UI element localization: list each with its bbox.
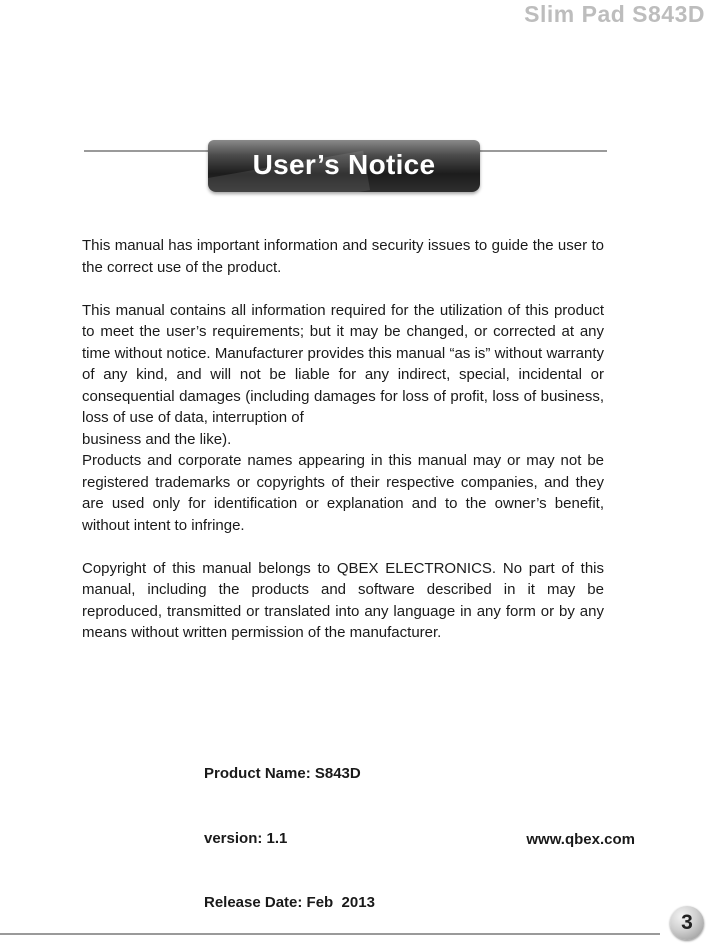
notice-body: [82, 235, 604, 644]
notice-title-banner: [208, 140, 480, 192]
product-name: Product Name: S843D: [204, 765, 361, 782]
notice-title: User’s Notice: [252, 149, 436, 180]
product-version: version: 1.1: [204, 829, 288, 847]
product-info-block: [204, 720, 375, 935]
body-paragraph-4: Copyright of this manual belongs to QBEX ELECTRONICS. No part of this manual, including the products and software described in it may be reproduced, transmitted or translated into any language in any form or by any means without written permission of the manufacturer.: [82, 559, 604, 641]
page-number-badge: 3: [670, 906, 704, 940]
body-paragraph-3: Products and corporate names appearing in this manual may or may not be registered trademarks or copyrights of their respective companies, and they are used only for identification or explanation and to the owner’s benefit, without intent to infringe.: [82, 452, 604, 534]
footer-divider-line: [0, 933, 660, 935]
release-date: Release Date: Feb 2013: [204, 894, 375, 911]
body-paragraph-2-end: business and the like).: [82, 430, 232, 448]
body-paragraph-1: This manual has important information and security issues to guide the user to the correct use of the product.: [82, 237, 604, 276]
document-header-title: Slim Pad S843D: [524, 1, 705, 27]
website-url: www.qbex.com: [526, 831, 635, 848]
body-paragraph-2: This manual contains all information required for the utilization of this product to meet the user’s requirements; but it may be changed, or corrected at any time without notice. Manufacturer provides this manual “as is” without warranty of any kind, and will not be liable for any indirect, special, incidental or consequential damages (including damages for loss of profit, loss of business, loss of use of data, interruption of: [82, 301, 604, 426]
